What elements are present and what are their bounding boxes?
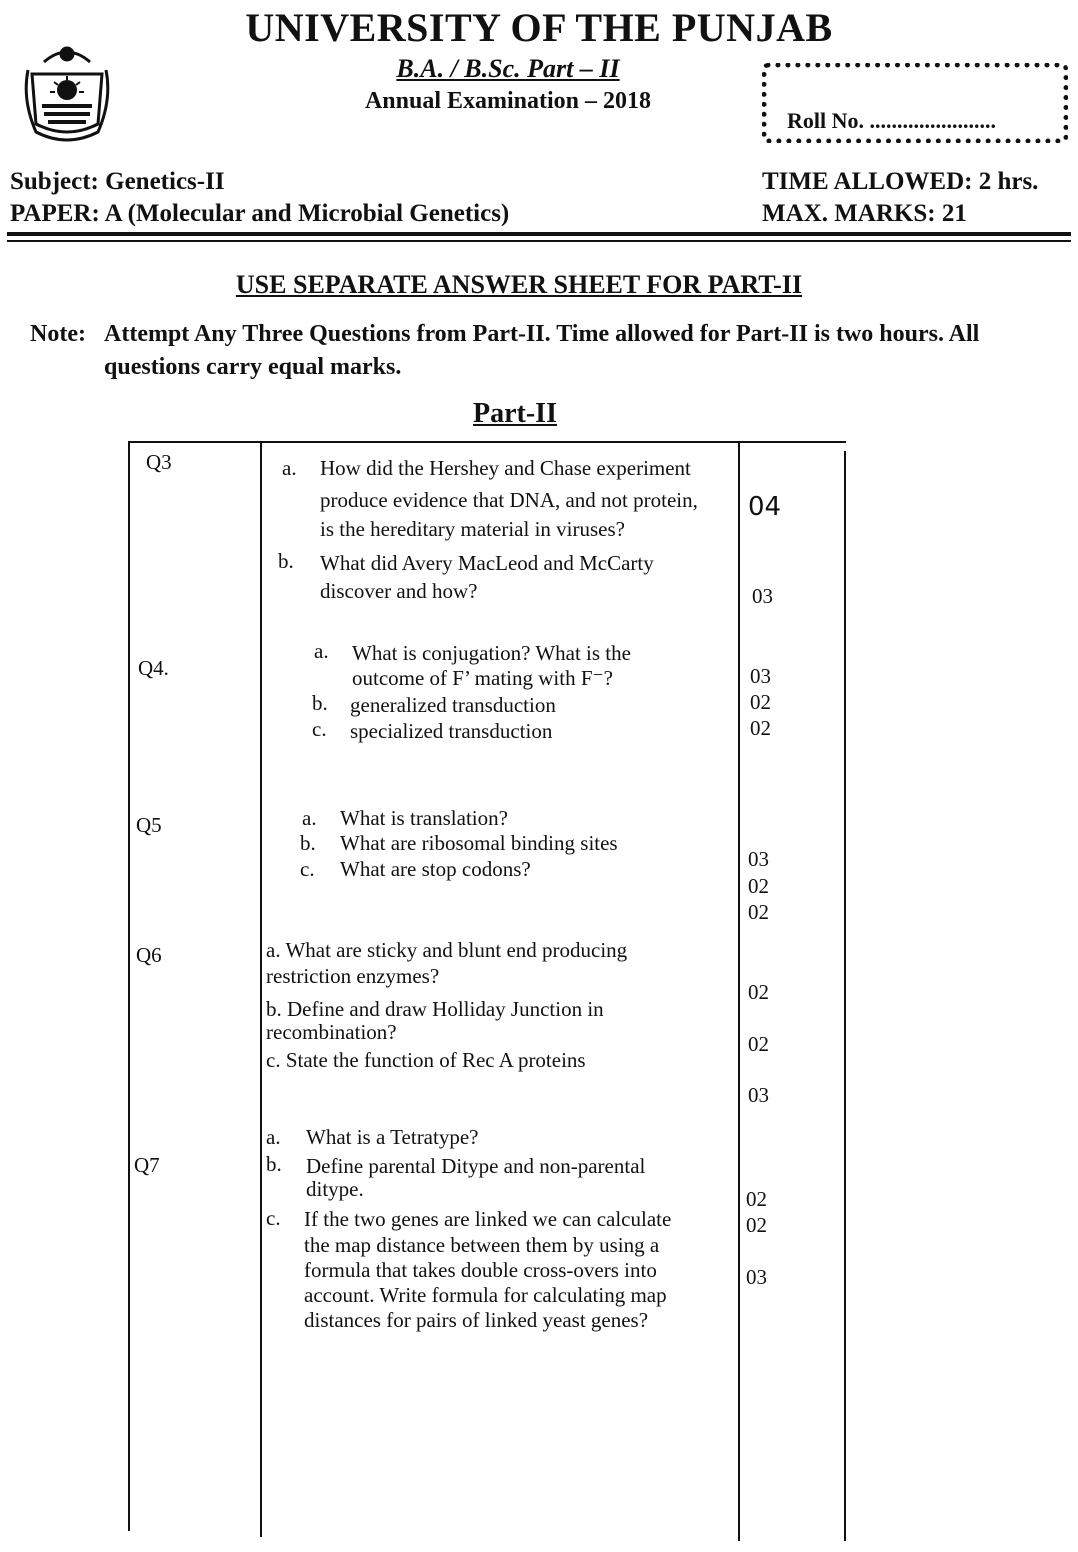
- question-text: discover and how?: [320, 579, 478, 603]
- question-label: Q7: [134, 1153, 160, 1177]
- question-text: c. State the function of Rec A proteins: [266, 1048, 586, 1072]
- header-divider: [7, 232, 1071, 236]
- question-text: restriction enzymes?: [266, 964, 440, 988]
- sub-letter: c.: [312, 717, 327, 741]
- question-text: is the hereditary material in viruses?: [320, 517, 625, 541]
- sub-letter: b.: [300, 831, 316, 855]
- time-allowed-label: TIME ALLOWED: 2 hrs.: [762, 168, 1039, 195]
- sub-letter: a.: [266, 1125, 281, 1149]
- question-text: account. Write formula for calculating map: [304, 1283, 667, 1307]
- table-left-border: [128, 441, 130, 1531]
- exam-title: Annual Examination – 2018: [364, 88, 652, 114]
- question-text: What are ribosomal binding sites: [340, 831, 618, 855]
- sub-letter: c.: [266, 1206, 281, 1230]
- degree-title: B.A. / B.Sc. Part – II: [396, 54, 620, 83]
- table-right-border: [844, 451, 846, 1541]
- answer-sheet-heading: USE SEPARATE ANSWER SHEET FOR PART-II: [235, 270, 803, 299]
- question-text: Define parental Ditype and non-parental: [306, 1154, 646, 1178]
- sub-letter: a.: [282, 456, 297, 480]
- question-text: generalized transduction: [350, 693, 556, 717]
- marks-value: 03: [746, 1265, 767, 1289]
- paper-label: PAPER: A (Molecular and Microbial Genetics): [10, 200, 510, 227]
- question-text: ditype.: [306, 1177, 364, 1201]
- university-title: UNIVERSITY OF THE PUNJAB: [245, 5, 833, 50]
- marks-value: 02: [748, 900, 769, 924]
- question-text: produce evidence that DNA, and not protein,: [320, 488, 698, 512]
- question-label: Q5: [136, 813, 162, 837]
- marks-value: 02: [748, 874, 769, 898]
- marks-value: 03: [750, 664, 771, 688]
- question-text: What is conjugation? What is the: [352, 641, 631, 665]
- roll-number-box[interactable]: [762, 63, 1068, 143]
- table-divider-question: [260, 441, 262, 1537]
- sub-letter: a.: [314, 639, 329, 663]
- max-marks-label: MAX. MARKS: 21: [762, 200, 967, 227]
- question-text: the map distance between them by using a: [304, 1233, 660, 1257]
- part-title: Part-II: [473, 398, 557, 429]
- question-text: What are stop codons?: [340, 857, 531, 881]
- university-crest-icon: [14, 40, 120, 150]
- question-text: How did the Hershey and Chase experiment: [320, 456, 691, 480]
- roll-number-field[interactable]: Roll No. .......................: [787, 108, 996, 133]
- note-text: Attempt Any Three Questions from Part-II. Time allowed for Part-II is two hours. All questions carry equal marks.: [104, 321, 980, 380]
- question-text: b. Define and draw Holliday Junction in: [266, 997, 604, 1021]
- sub-letter: b.: [266, 1152, 282, 1176]
- marks-value: 02: [748, 980, 769, 1004]
- question-text: specialized transduction: [350, 719, 553, 743]
- question-text: What did Avery MacLeod and McCarty: [320, 551, 654, 575]
- marks-value: 04: [748, 492, 782, 522]
- marks-value: 02: [748, 1032, 769, 1056]
- sub-letter: b.: [278, 549, 294, 573]
- note-label: Note:: [30, 321, 86, 347]
- question-text: If the two genes are linked we can calculate: [304, 1207, 672, 1231]
- sub-letter: b.: [312, 691, 328, 715]
- marks-value: 02: [750, 690, 771, 714]
- question-label: Q3: [146, 450, 172, 474]
- question-text: distances for pairs of linked yeast genes?: [304, 1308, 649, 1332]
- question-label: Q6: [136, 943, 162, 967]
- marks-value: 02: [746, 1187, 767, 1211]
- marks-value: 03: [752, 584, 773, 608]
- marks-value: 02: [746, 1213, 767, 1237]
- marks-value: 03: [748, 847, 769, 871]
- question-text: formula that takes double cross-overs into: [304, 1258, 657, 1282]
- question-label: Q4.: [138, 656, 169, 680]
- sub-letter: c.: [300, 857, 315, 881]
- question-text: What is a Tetratype?: [306, 1125, 479, 1149]
- marks-value: 02: [750, 716, 771, 740]
- question-text: outcome of F’ mating with F⁻?: [352, 666, 613, 690]
- question-text: recombination?: [266, 1020, 397, 1044]
- table-divider-marks: [738, 441, 740, 1541]
- question-text: What is translation?: [340, 806, 508, 830]
- subject-label: Subject: Genetics-II: [10, 168, 225, 195]
- question-text: a. What are sticky and blunt end producing: [266, 938, 628, 962]
- sub-letter: a.: [302, 806, 317, 830]
- marks-value: 03: [748, 1083, 769, 1107]
- header-divider-thin: [7, 240, 1071, 242]
